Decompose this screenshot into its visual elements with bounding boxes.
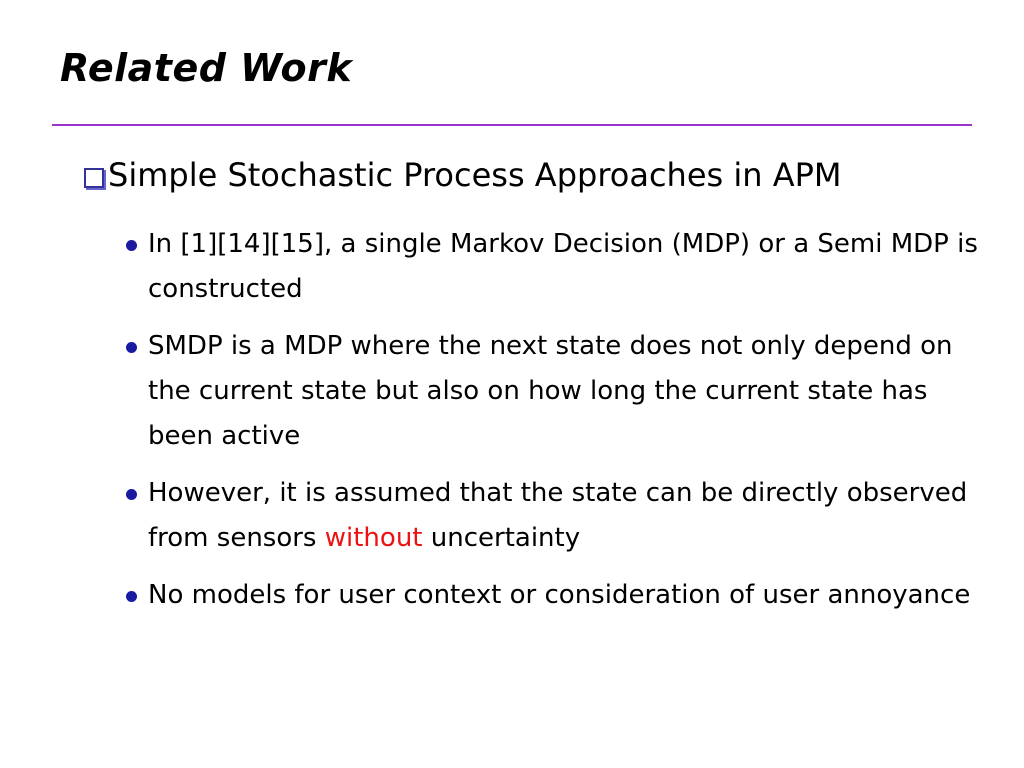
bullet-text-before: However, it is assumed that the state can be directly observed from sensors xyxy=(148,478,968,553)
bullet-dot-icon xyxy=(126,591,137,602)
title-divider xyxy=(52,124,972,126)
bullet-item xyxy=(120,573,990,618)
section-heading-text: Simple Stochastic Process Approaches in APM xyxy=(108,156,842,194)
bullet-list xyxy=(120,222,990,630)
bullet-item xyxy=(120,222,990,312)
bullet-dot-icon xyxy=(126,342,137,353)
bullet-text: In [1][14][15], a single Markov Decision (MDP) or a Semi MDP is constructed xyxy=(148,229,978,304)
bullet-text: No models for user context or consideration of user annoyance xyxy=(148,580,971,610)
bullet-dot-icon xyxy=(126,489,137,500)
bullet-item xyxy=(120,471,990,561)
bullet-text: SMDP is a MDP where the next state does not only depend on the current state but also on how long the current state has been active xyxy=(148,331,953,451)
checkbox-icon xyxy=(84,168,104,188)
bullet-item xyxy=(120,324,990,459)
bullet-text-after: uncertainty xyxy=(422,523,581,553)
section-heading xyxy=(84,155,1004,195)
highlighted-word: without xyxy=(324,523,423,553)
bullet-dot-icon xyxy=(126,240,137,251)
slide-title: Related Work xyxy=(60,46,353,90)
